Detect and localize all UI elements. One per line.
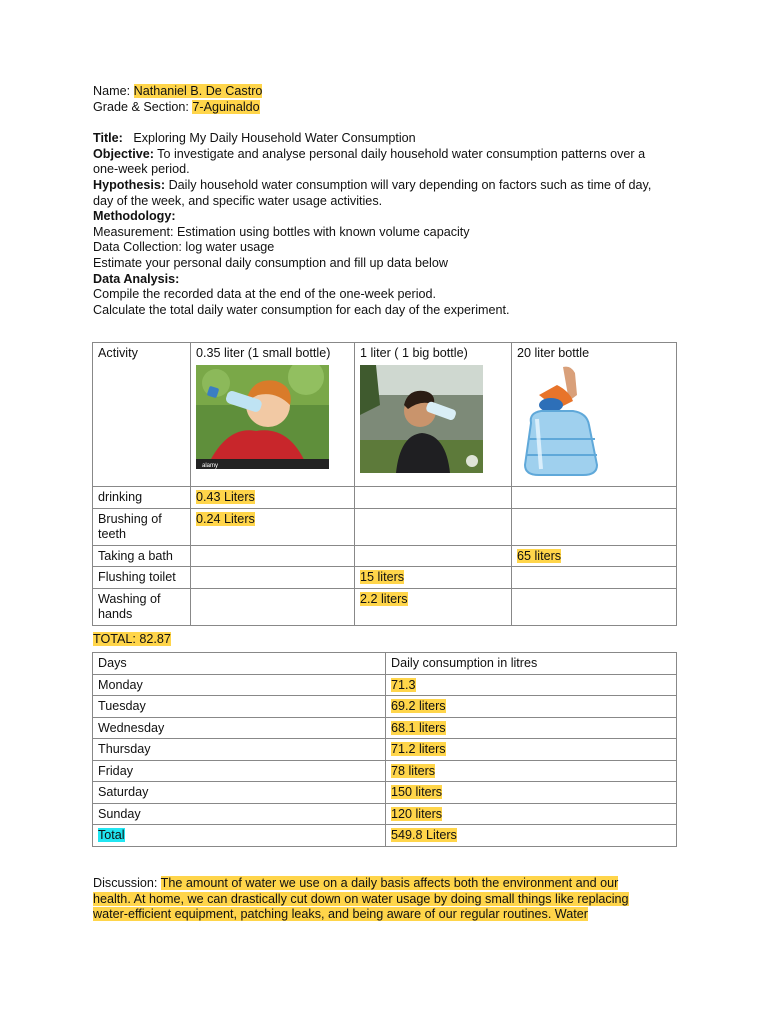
table-row bbox=[93, 696, 677, 718]
cell bbox=[386, 696, 677, 718]
title-value: Exploring My Daily Household Water Consumption bbox=[133, 131, 416, 146]
value-brushing-small: 0.24 Liters bbox=[196, 511, 255, 526]
small-bottle-label: 0.35 liter (1 small bottle) bbox=[196, 346, 331, 360]
consumption-value: 150 liters bbox=[391, 785, 443, 799]
day-cell: Monday bbox=[93, 674, 386, 696]
cell bbox=[386, 674, 677, 696]
methodology-label: Methodology: bbox=[93, 209, 176, 224]
hypothesis-line-2: day of the week, and specific water usage activities. bbox=[93, 193, 383, 208]
activity-brushing: Brushing of teeth bbox=[93, 508, 191, 545]
cell bbox=[355, 508, 512, 545]
method-line-3: Estimate your personal daily consumption and fill up data below bbox=[93, 255, 448, 270]
activity-total bbox=[93, 632, 171, 646]
objective-line-2: one-week period. bbox=[93, 162, 190, 177]
table-row bbox=[93, 653, 677, 675]
hypothesis-label: Hypothesis: bbox=[93, 177, 166, 192]
cell bbox=[191, 567, 355, 589]
name-label: Name: bbox=[93, 84, 134, 98]
objective-text: To investigate and analyse personal daily household water consumption patterns over a bbox=[153, 146, 646, 161]
consumption-value: 71.3 bbox=[391, 677, 416, 692]
method-line-2: Data Collection: log water usage bbox=[93, 240, 275, 255]
activity-bath: Taking a bath bbox=[93, 545, 191, 567]
discussion-section bbox=[93, 876, 653, 923]
method-line-1: Measurement: Estimation using bottles with known volume capacity bbox=[93, 224, 470, 239]
day-cell: Tuesday bbox=[93, 696, 386, 718]
daily-consumption-table bbox=[92, 652, 677, 847]
grade-section: 7-Aguinaldo bbox=[192, 99, 260, 114]
student-name: Nathaniel B. De Castro bbox=[133, 84, 263, 98]
consumption-value: 78 liters bbox=[391, 763, 436, 778]
cell bbox=[386, 825, 677, 847]
cell bbox=[512, 508, 677, 545]
cell bbox=[512, 487, 677, 509]
table-row bbox=[93, 588, 677, 625]
value-drinking-small: 0.43 Liters bbox=[196, 490, 255, 504]
activity-header: Activity bbox=[93, 343, 191, 487]
days-header: Days bbox=[93, 653, 386, 675]
grade-label: Grade & Section: bbox=[93, 99, 193, 114]
table-row bbox=[93, 545, 677, 567]
total-value: 549.8 Liters bbox=[391, 828, 457, 842]
boy-drinking-image bbox=[196, 365, 349, 474]
discussion-text-3: water-efficient equipment, patching leaks, and being aware of our regular routines. Water bbox=[93, 907, 588, 922]
cell bbox=[191, 487, 355, 509]
value-bath-large: 65 liters bbox=[517, 548, 562, 563]
discussion-line-1 bbox=[93, 876, 653, 892]
day-cell: Friday bbox=[93, 760, 386, 782]
large-bottle-header bbox=[512, 343, 677, 487]
cell bbox=[512, 567, 677, 589]
activity-table bbox=[92, 342, 677, 626]
analysis-line-2: Calculate the total daily water consumption for each day of the experiment. bbox=[93, 302, 510, 317]
cell bbox=[355, 567, 512, 589]
activity-total-value: TOTAL: 82.87 bbox=[93, 632, 171, 646]
cell bbox=[386, 760, 677, 782]
cell bbox=[355, 487, 512, 509]
table-row bbox=[93, 739, 677, 761]
discussion-label: Discussion: bbox=[93, 876, 161, 890]
objective-line bbox=[93, 147, 693, 163]
discussion-line-2 bbox=[93, 892, 653, 908]
man-drinking-image bbox=[360, 365, 506, 478]
title-line bbox=[93, 131, 693, 147]
name-line bbox=[93, 84, 693, 100]
cell bbox=[386, 803, 677, 825]
cell bbox=[355, 545, 512, 567]
day-cell: Wednesday bbox=[93, 717, 386, 739]
activity-washing: Washing of hands bbox=[93, 588, 191, 625]
table-row bbox=[93, 567, 677, 589]
analysis-line-1: Compile the recorded data at the end of the one-week period. bbox=[93, 287, 437, 302]
consumption-value: 69.2 liters bbox=[391, 699, 446, 713]
consumption-header: Daily consumption in litres bbox=[386, 653, 677, 675]
objective-label: Objective: bbox=[93, 146, 154, 161]
value-flushing-big: 15 liters bbox=[360, 570, 405, 584]
cell bbox=[93, 825, 386, 847]
small-bottle-header bbox=[191, 343, 355, 487]
table-row bbox=[93, 674, 677, 696]
cell bbox=[512, 588, 677, 625]
hypothesis-line bbox=[93, 178, 693, 194]
cell bbox=[191, 508, 355, 545]
cell bbox=[355, 588, 512, 625]
table-row bbox=[93, 343, 677, 487]
title-label: Title: bbox=[93, 131, 123, 146]
table-row bbox=[93, 760, 677, 782]
discussion-line-3 bbox=[93, 907, 653, 923]
total-label: Total bbox=[98, 828, 125, 842]
document-header bbox=[93, 84, 693, 318]
discussion-text-2: health. At home, we can drastically cut down on water usage by doing small things like replacing bbox=[93, 891, 629, 906]
cell bbox=[512, 545, 677, 567]
large-bottle-label: 20 liter bottle bbox=[517, 346, 590, 360]
table-row bbox=[93, 508, 677, 545]
consumption-value: 120 liters bbox=[391, 806, 443, 821]
analysis-heading bbox=[93, 272, 693, 288]
cell bbox=[386, 739, 677, 761]
water-jug-image bbox=[517, 365, 671, 482]
value-washing-big: 2.2 liters bbox=[360, 591, 408, 606]
big-bottle-header bbox=[355, 343, 512, 487]
discussion-text-1: The amount of water we use on a daily basis affects both the environment and our bbox=[160, 876, 619, 890]
activity-drinking: drinking bbox=[93, 487, 191, 509]
consumption-value: 71.2 liters bbox=[391, 742, 446, 756]
svg-text:alamy: alamy bbox=[202, 462, 219, 469]
cell bbox=[191, 588, 355, 625]
big-bottle-label: 1 liter ( 1 big bottle) bbox=[360, 346, 468, 360]
analysis-label: Data Analysis: bbox=[93, 271, 180, 286]
activity-flushing: Flushing toilet bbox=[93, 567, 191, 589]
day-cell: Sunday bbox=[93, 803, 386, 825]
cell bbox=[386, 717, 677, 739]
consumption-value: 68.1 liters bbox=[391, 720, 446, 735]
table-row bbox=[93, 782, 677, 804]
cell bbox=[386, 782, 677, 804]
hypothesis-text: Daily household water consumption will vary depending on factors such as time of day, bbox=[165, 177, 652, 192]
methodology-heading bbox=[93, 209, 693, 225]
cell bbox=[191, 545, 355, 567]
table-row bbox=[93, 803, 677, 825]
table-row bbox=[93, 717, 677, 739]
table-row bbox=[93, 487, 677, 509]
table-row bbox=[93, 825, 677, 847]
day-cell: Saturday bbox=[93, 782, 386, 804]
day-cell: Thursday bbox=[93, 739, 386, 761]
grade-line bbox=[93, 100, 693, 116]
